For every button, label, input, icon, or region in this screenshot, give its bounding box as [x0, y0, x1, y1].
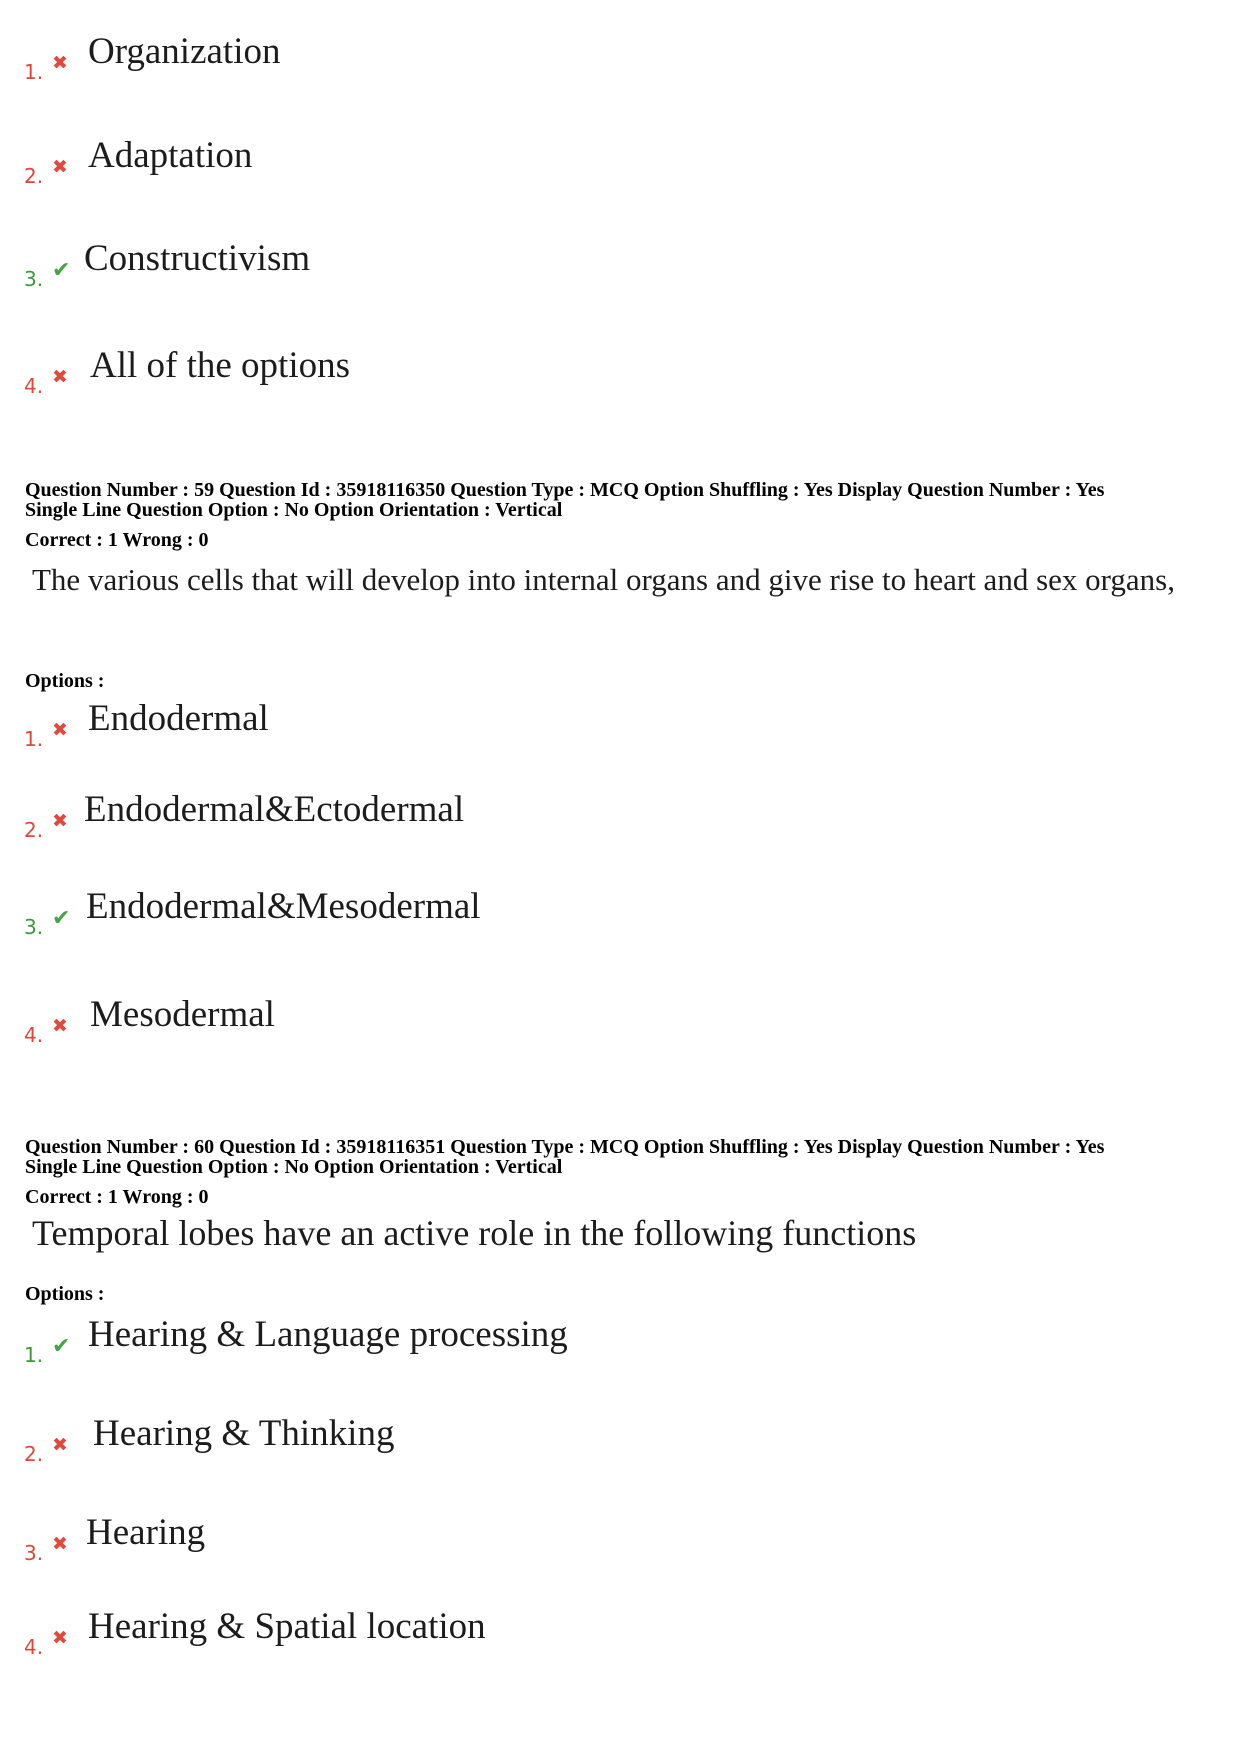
option-number: 3.: [24, 915, 44, 939]
option-3: [0, 237, 1000, 297]
option-number: 3.: [24, 1541, 44, 1565]
cross-mark-icon: ✖: [52, 1533, 68, 1555]
option-text: Endodermal&Ectodermal: [84, 789, 465, 830]
question-text: The various cells that will develop into internal organs and give rise to heart and sex organs,: [32, 562, 1175, 597]
option-number: 4.: [24, 1023, 44, 1047]
option-2: [0, 788, 1000, 848]
option-number: 1.: [24, 1343, 44, 1367]
cross-mark-icon: ✖: [52, 1627, 68, 1649]
option-number: 4.: [24, 1635, 44, 1659]
option-text: Organization: [88, 31, 281, 72]
option-1: [0, 30, 1000, 90]
question-score: Correct : 1 Wrong : 0: [25, 1186, 209, 1208]
option-text: Hearing: [86, 1512, 206, 1553]
cross-mark-icon: ✖: [52, 52, 68, 74]
option-number: 2.: [24, 818, 44, 842]
question-meta-line: Single Line Question Option : No Option Orientation : Vertical: [25, 1156, 563, 1178]
question-score: Correct : 1 Wrong : 0: [25, 529, 209, 551]
cross-mark-icon: ✖: [52, 810, 68, 832]
option-number: 2.: [24, 164, 44, 188]
option-4: [0, 993, 1000, 1053]
option-text: Mesodermal: [90, 994, 275, 1035]
check-mark-icon: ✔: [52, 906, 71, 931]
option-number: 1.: [24, 60, 44, 84]
option-2: [0, 134, 1000, 194]
option-text: Constructivism: [84, 238, 311, 279]
cross-mark-icon: ✖: [52, 366, 68, 388]
option-1: [0, 1313, 1000, 1373]
question-meta-line: Question Number : 59 Question Id : 35918116350 Question Type : MCQ Option Shuffling : Yes Display Question Number : Yes: [25, 479, 1105, 501]
cross-mark-icon: ✖: [52, 719, 68, 741]
cross-mark-icon: ✖: [52, 156, 68, 178]
option-3: [0, 885, 1000, 945]
option-number: 2.: [24, 1442, 44, 1466]
option-text: Hearing & Language processing: [88, 1314, 568, 1355]
question-meta-line: Single Line Question Option : No Option Orientation : Vertical: [25, 499, 563, 521]
question-text: Temporal lobes have an active role in the following functions: [32, 1213, 917, 1253]
cross-mark-icon: ✖: [52, 1015, 68, 1037]
option-text: All of the options: [90, 345, 351, 386]
option-2: [0, 1412, 1000, 1472]
cross-mark-icon: ✖: [52, 1434, 68, 1456]
option-text: Hearing & Thinking: [93, 1413, 395, 1454]
options-label: Options :: [25, 1283, 105, 1305]
option-4: [0, 1605, 1000, 1665]
option-4: [0, 344, 1000, 404]
option-number: 3.: [24, 267, 44, 291]
option-text: Adaptation: [88, 135, 253, 176]
check-mark-icon: ✔: [52, 1334, 71, 1359]
option-3: [0, 1511, 1000, 1571]
option-number: 4.: [24, 374, 44, 398]
option-text: Endodermal&Mesodermal: [86, 886, 481, 927]
option-text: Endodermal: [88, 698, 269, 739]
options-label: Options :: [25, 670, 105, 692]
question-meta-line: Question Number : 60 Question Id : 35918116351 Question Type : MCQ Option Shuffling : Yes Display Question Number : Yes: [25, 1136, 1105, 1158]
option-1: [0, 697, 1000, 757]
check-mark-icon: ✔: [52, 258, 71, 283]
option-text: Hearing & Spatial location: [88, 1606, 486, 1647]
option-number: 1.: [24, 727, 44, 751]
